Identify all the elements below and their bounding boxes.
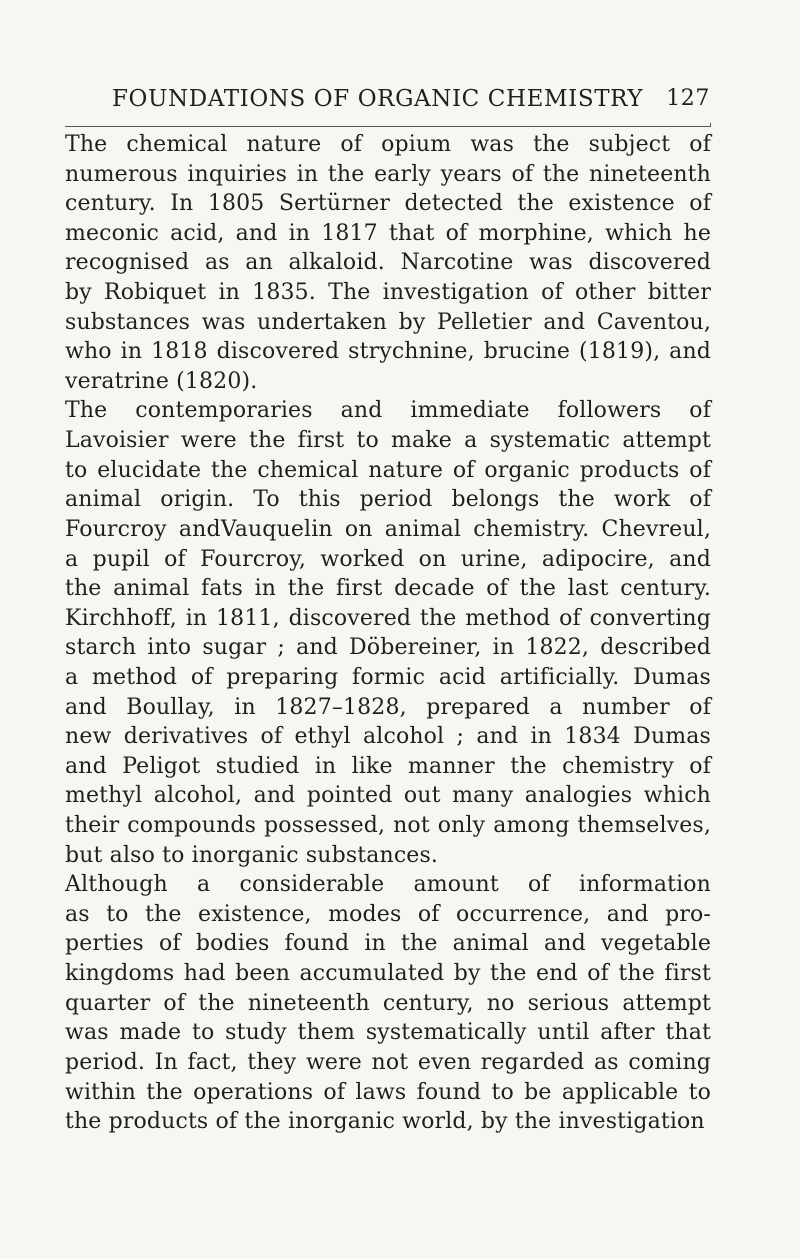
text-run: the products of the inorganic world, by the investigation — [65, 1109, 705, 1135]
text-run: The contemporaries and immediate followers of — [65, 398, 711, 424]
text-run: within the operations of laws found to be applicable to — [65, 1079, 711, 1105]
text-run: The chemical nature of opium was the subject of — [65, 132, 711, 157]
text-run: starch into sugar ; and Döbereiner, in 1822, described — [65, 635, 711, 661]
paragraph-1-line — [65, 337, 711, 367]
paragraph-2-line — [65, 811, 711, 841]
paragraph-3-line — [65, 1048, 711, 1078]
paragraph-3-line — [65, 1018, 711, 1048]
text-run: the animal fats in the first decade of the last century. — [65, 576, 711, 602]
text-run: period. In fact, they were not even regarded as coming — [65, 1049, 711, 1075]
paragraph-2-line — [65, 515, 711, 545]
paragraph-3-line — [65, 870, 711, 900]
text-run: methyl alcohol, and pointed out many analogies which — [65, 783, 711, 809]
text-run: their compounds possessed, not only among themselves, — [65, 813, 711, 839]
text-run: Kirchhoff, in 1811, discovered the method of converting — [65, 605, 711, 631]
text-run: perties of bodies found in the animal and vegetable — [65, 931, 711, 957]
text-run: as to the existence, modes of occurrence, and pro- — [65, 901, 711, 927]
text-run: animal origin. To this period belongs the work of — [65, 487, 711, 513]
text-run: kingdoms had been accumulated by the end of the first — [65, 961, 711, 987]
text-run: century. In 1805 Sertürner detected the existence of — [65, 191, 711, 217]
paragraph-2-line — [65, 663, 711, 693]
text-run: substances was undertaken by Pelletier and Caventou, — [65, 309, 711, 335]
text-run: recognised as an alkaloid. — [65, 250, 401, 276]
paragraph-2-line — [65, 485, 711, 515]
paragraph-1-line — [65, 278, 711, 308]
text-run: and in 1817 that of — [224, 220, 479, 246]
paragraph-3-line — [65, 1107, 711, 1137]
text-run: to elucidate the chemical nature of organic products of — [65, 457, 711, 483]
paragraph-3-line — [65, 900, 711, 930]
paragraph-2-line — [65, 722, 711, 752]
paragraph-1-line — [65, 308, 711, 338]
italic-text: morphine, — [478, 220, 594, 246]
paragraph-2-line — [65, 426, 711, 456]
running-head — [112, 84, 710, 114]
paragraph-2-line — [65, 456, 711, 486]
paragraph-3-line — [65, 1078, 711, 1108]
italic-text: meconic acid, — [65, 220, 225, 246]
italic-text: strychnine — [348, 339, 468, 365]
text-run: which he — [593, 220, 711, 246]
text-run: a pupil of Fourcroy, worked on urine, adipocire, and — [65, 546, 711, 572]
paragraph-3-line — [65, 929, 711, 959]
paragraph-1-line — [65, 130, 711, 160]
text-run: (1820). — [169, 368, 258, 394]
paragraph-2-line — [65, 604, 711, 634]
body-text — [65, 130, 711, 1137]
text-run: Fourcroy andVauquelin on animal chemistry. Chevreul, — [65, 516, 711, 542]
paragraph-2-line — [65, 841, 711, 871]
text-run: but also to inorganic substances. — [65, 842, 439, 868]
page-number: 127 — [666, 86, 710, 111]
header-rule — [65, 126, 711, 127]
paragraph-3-line — [65, 989, 711, 1019]
paragraph-1-line — [65, 160, 711, 190]
italic-text: brucine — [483, 339, 571, 365]
paragraph-2-line — [65, 545, 711, 575]
paragraph-2-line — [65, 574, 711, 604]
text-run: numerous inquiries in the early years of the nineteenth — [65, 161, 711, 187]
text-run: and Boullay, in 1827–1828, prepared a number of — [65, 694, 711, 720]
text-run: (1819), and — [570, 339, 711, 365]
text-run: by Robiquet in 1835. The investigation of other bitter — [65, 280, 711, 306]
running-title: FOUNDATIONS OF ORGANIC CHEMISTRY — [112, 86, 644, 112]
paragraph-2-line — [65, 693, 711, 723]
text-run: new derivatives of ethyl alcohol ; and in 1834 Dumas — [65, 724, 711, 750]
paragraph-2-line — [65, 781, 711, 811]
paragraph-2-line — [65, 396, 711, 426]
text-run: , — [467, 339, 484, 365]
text-run: and Peligot studied in like manner the chemistry of — [65, 753, 711, 779]
italic-text: veratrine — [65, 368, 170, 394]
paragraph-2-line — [65, 633, 711, 663]
text-run: who in 1818 discovered — [65, 339, 349, 365]
text-run: quarter of the nineteenth century, no serious attempt — [65, 990, 711, 1016]
paragraph-2-line — [65, 752, 711, 782]
paragraph-3-line — [65, 959, 711, 989]
text-run: was discovered — [513, 250, 711, 276]
text-run: Lavoisier were the first to make a systematic attempt — [65, 428, 711, 454]
text-run: a method of preparing formic acid artificially. Dumas — [65, 664, 711, 690]
italic-text: Narcotine — [400, 250, 514, 276]
paragraph-1-line — [65, 248, 711, 278]
paragraph-1-line — [65, 189, 711, 219]
text-run: was made to study them systematically until after that — [65, 1020, 711, 1046]
paragraph-1-line — [65, 367, 711, 397]
text-run: Although a considerable amount of information — [65, 872, 711, 898]
paragraph-1-line — [65, 219, 711, 249]
